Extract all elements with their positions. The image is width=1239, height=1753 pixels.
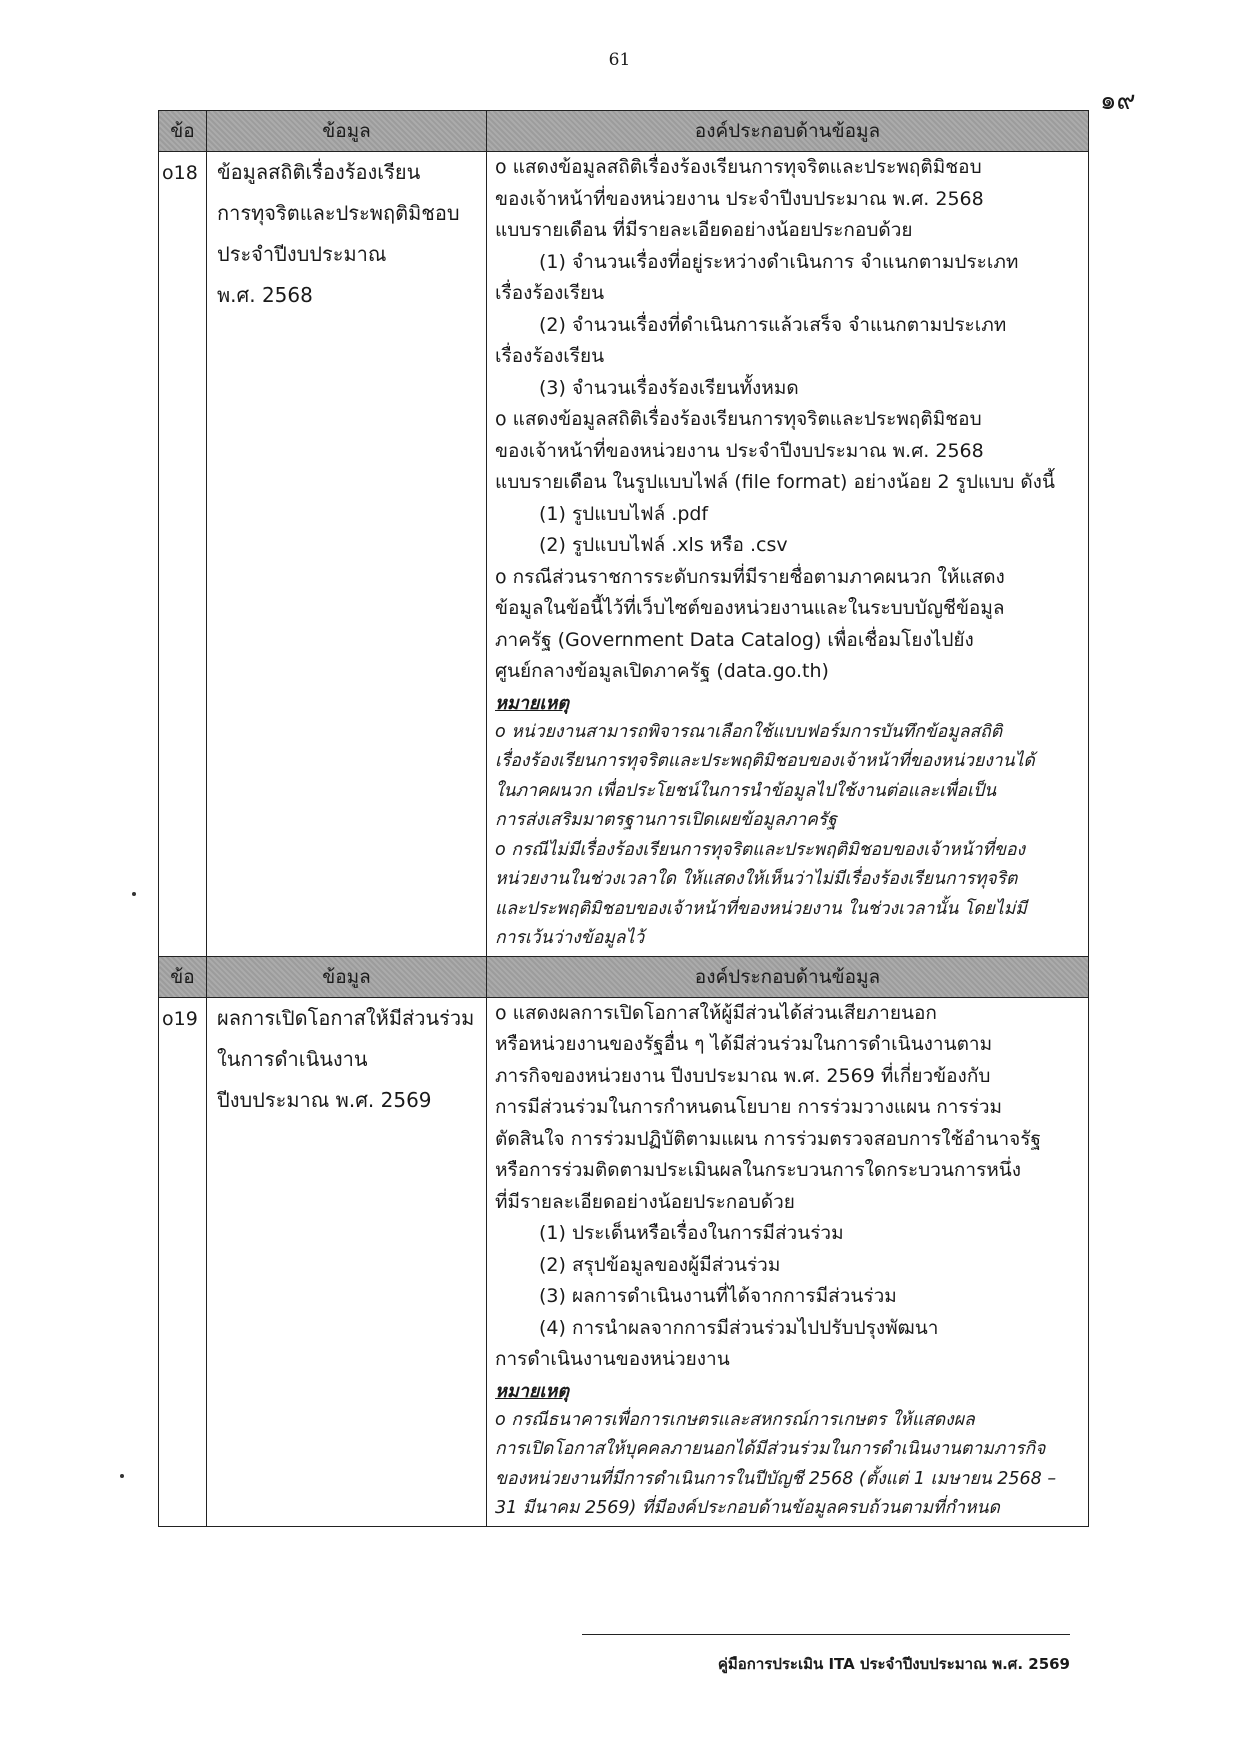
note-line: หน่วยงานในช่วงเวลาใด ให้แสดงให้เห็นว่าไม่มีเรื่องร้องเรียนการทุจริต [495, 869, 1018, 889]
detail-line: ภาครัฐ (Government Data Catalog) เพื่อเชื่อมโยงไปยัง [495, 628, 974, 651]
topic-line: พ.ศ. 2568 [217, 283, 313, 307]
row-topic [207, 152, 487, 957]
note-line: ในภาคผนวก เพื่อประโยชน์ในการนำข้อมูลไปใช้งานต่อและเพื่อเป็น [495, 780, 997, 801]
criteria-table [158, 110, 1089, 1527]
note-line: การเว้นว่างข้อมูลไว้ [495, 928, 645, 948]
header-components: องค์ประกอบด้านข้อมูล [487, 956, 1089, 997]
detail-line: แบบรายเดือน ในรูปแบบไฟล์ (file format) อย่างน้อย 2 รูปแบบ ดังนี้ [495, 471, 1055, 493]
detail-line: (2) สรุปข้อมูลของผู้มีส่วนร่วม [539, 1253, 781, 1276]
detail-line: แบบรายเดือน ที่มีรายละเอียดอย่างน้อยประกอบด้วย [495, 219, 913, 241]
topic-line: ผลการเปิดโอกาสให้มีส่วนร่วม [217, 1005, 475, 1030]
detail-line: ศูนย์กลางข้อมูลเปิดภาครัฐ (data.go.th) [495, 660, 829, 682]
detail-line: (1) จำนวนเรื่องที่อยู่ระหว่างดำเนินการ จำแนกตามประเภท [539, 250, 1019, 273]
row-code: o18 [159, 152, 207, 957]
detail-line: การมีส่วนร่วมในการกำหนดนโยบาย การร่วมวางแผน การร่วม [495, 1096, 1003, 1118]
detail-line: เรื่องร้องเรียน [495, 345, 605, 367]
topic-line: ข้อมูลสถิติเรื่องร้องเรียน [217, 160, 421, 184]
table-row [159, 997, 1089, 1526]
table-header-row [159, 956, 1089, 997]
header-item: ข้อ [159, 956, 207, 997]
header-data: ข้อมูล [207, 956, 487, 997]
detail-line: (2) จำนวนเรื่องที่ดำเนินการแล้วเสร็จ จำแนกตามประเภท [539, 313, 1007, 336]
detail-line: (1) รูปแบบไฟล์ .pdf [539, 502, 709, 525]
detail-line: ของเจ้าหน้าที่ของหน่วยงาน ประจำปีงบประมาณ พ.ศ. 2568 [495, 187, 984, 210]
note-line: 31 มีนาคม 2569) ที่มีองค์ประกอบด้านข้อมูลครบถ้วนตามที่กำหนด [495, 1498, 1000, 1518]
detail-line: (3) ผลการดำเนินงานที่ได้จากการมีส่วนร่วม [539, 1285, 897, 1307]
detail-line: ο แสดงข้อมูลสถิติเรื่องร้องเรียนการทุจริตและประพฤติมิชอบ [495, 408, 982, 430]
row-details [487, 152, 1089, 957]
note-line: การส่งเสริมมาตรฐานการเปิดเผยข้อมูลภาครัฐ [495, 810, 837, 830]
header-components: องค์ประกอบด้านข้อมูล [487, 111, 1089, 152]
scan-speck [120, 1474, 124, 1478]
note-line: ο หน่วยงานสามารถพิจารณาเลือกใช้แบบฟอร์มการบันทึกข้อมูลสถิติ [495, 721, 1003, 742]
scan-speck [132, 892, 136, 896]
header-item: ข้อ [159, 111, 207, 152]
footer-divider [582, 1634, 1070, 1635]
topic-line: ประจำปีงบประมาณ [217, 242, 387, 266]
note-line: การเปิดโอกาสให้บุคคลภายนอกได้มีส่วนร่วมในการดำเนินงานตามภารกิจ [495, 1439, 1046, 1459]
detail-line: ข้อมูลในข้อนี้ไว้ที่เว็บไซต์ของหน่วยงานและในระบบบัญชีข้อมูล [495, 597, 1005, 619]
detail-line: (3) จำนวนเรื่องร้องเรียนทั้งหมด [539, 376, 799, 399]
detail-line: (1) ประเด็นหรือเรื่องในการมีส่วนร่วม [539, 1222, 844, 1244]
detail-line: หรือการร่วมติดตามประเมินผลในกระบวนการใดกระบวนการหนึ่ง [495, 1159, 1022, 1181]
footer-text: คู่มือการประเมิน ITA ประจำปีงบประมาณ พ.ศ. 2569 [717, 1655, 1070, 1673]
table-row [159, 152, 1089, 957]
note-line: ο กรณีธนาคารเพื่อการเกษตรและสหกรณ์การเกษตร ให้แสดงผล [495, 1409, 975, 1430]
detail-line: ο แสดงข้อมูลสถิติเรื่องร้องเรียนการทุจริตและประพฤติมิชอบ [495, 156, 982, 178]
note-line: เรื่องร้องเรียนการทุจริตและประพฤติมิชอบของเจ้าหน้าที่ของหน่วยงานได้ [495, 751, 1035, 771]
detail-line: การดำเนินงานของหน่วยงาน [495, 1348, 730, 1370]
note-line: ο กรณีไม่มีเรื่องร้องเรียนการทุจริตและประพฤติมิชอบของเจ้าหน้าที่ของ [495, 839, 1026, 860]
thai-page-number: ๑๙ [1100, 86, 1136, 116]
detail-line: ของเจ้าหน้าที่ของหน่วยงาน ประจำปีงบประมาณ พ.ศ. 2568 [495, 439, 984, 462]
header-data: ข้อมูล [207, 111, 487, 152]
row-details [487, 997, 1089, 1526]
detail-line: (2) รูปแบบไฟล์ .xls หรือ .csv [539, 534, 788, 556]
note-line: ของหน่วยงานที่มีการดำเนินการในปีบัญชี 2568 (ตั้งแต่ 1 เมษายน 2568 – [495, 1468, 1057, 1489]
row-topic [207, 997, 487, 1526]
detail-line: หรือหน่วยงานของรัฐอื่น ๆ ได้มีส่วนร่วมในการดำเนินงานตาม [495, 1033, 993, 1055]
topic-line: ในการดำเนินงาน [217, 1046, 368, 1071]
topic-line: การทุจริตและประพฤติมิชอบ [217, 201, 460, 225]
page-number: 61 [608, 50, 631, 70]
note-title: หมายเหตุ [495, 1380, 570, 1402]
detail-line: (4) การนำผลจากการมีส่วนร่วมไปปรับปรุงพัฒนา [539, 1316, 939, 1339]
detail-line: ภารกิจของหน่วยงาน ปีงบประมาณ พ.ศ. 2569 ที่เกี่ยวข้องกับ [495, 1064, 991, 1087]
detail-line: ที่มีรายละเอียดอย่างน้อยประกอบด้วย [495, 1190, 795, 1213]
note-line: และประพฤติมิชอบของเจ้าหน้าที่ของหน่วยงาน ในช่วงเวลานั้น โดยไม่มี [495, 898, 1027, 919]
table-header-row [159, 111, 1089, 152]
row-code: o19 [159, 997, 207, 1526]
detail-line: ο กรณีส่วนราชการระดับกรมที่มีรายชื่อตามภาคผนวก ให้แสดง [495, 565, 1005, 588]
note-title: หมายเหตุ [495, 692, 570, 714]
detail-line: ตัดสินใจ การร่วมปฏิบัติตามแผน การร่วมตรวจสอบการใช้อำนาจรัฐ [495, 1127, 1041, 1150]
detail-line: เรื่องร้องเรียน [495, 282, 605, 304]
topic-line: ปีงบประมาณ พ.ศ. 2569 [217, 1087, 432, 1112]
detail-line: ο แสดงผลการเปิดโอกาสให้ผู้มีส่วนได้ส่วนเสียภายนอก [495, 1001, 937, 1024]
